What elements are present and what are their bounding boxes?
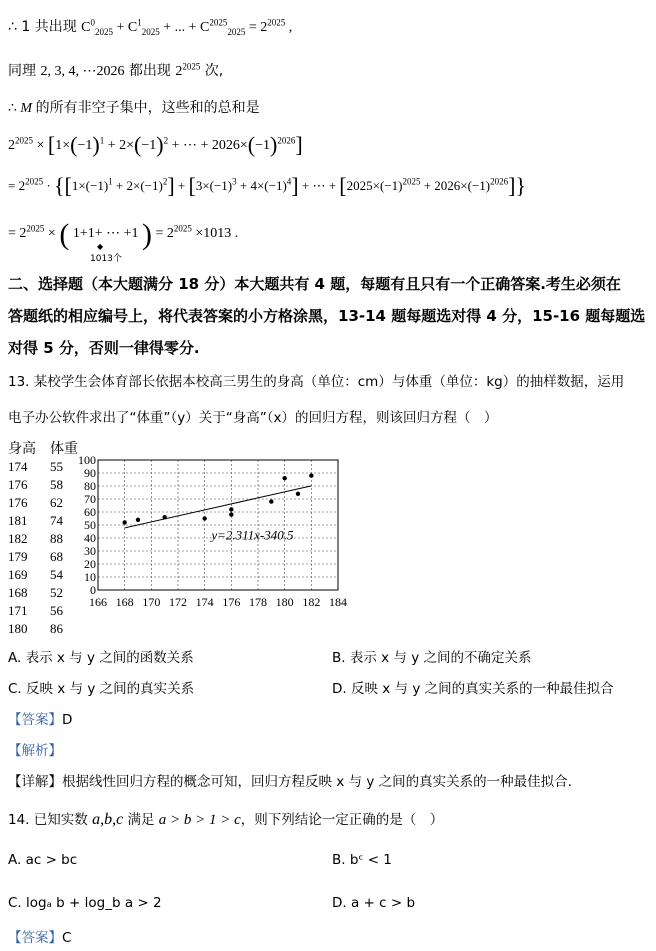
table-row (8, 602, 90, 620)
section2-heading-line2: 答题纸的相应编号上，将代表答案的小方格涂黑，13-14 题每题选对得 4 分，15-16 题每题选 (8, 307, 646, 325)
x-tick-label: 172 (169, 595, 187, 609)
solution-line-5: = $2^{2025} \cdot \{[1\times(-1)^1 + 2\times(-1)^2] + [3\times(-1)^3 + 4\times(-1)^4]$ + ⋯ + $[2025\times(-1)^{2025} + 2026\times(-1)^{2026}]$} (8, 173, 526, 198)
answer-value: D (62, 712, 73, 728)
y-tick-label: 30 (84, 544, 96, 558)
cell: 58 (50, 477, 63, 492)
detail-tag: 【详解】 (8, 774, 62, 790)
table-row (8, 494, 90, 512)
cell: 68 (50, 549, 63, 564)
solution-line-2: 同理 2, 3, 4, ⋯2026 都出现 $2^{2025}$ 次, (8, 61, 224, 79)
data-point (229, 512, 233, 516)
y-tick-label: 50 (84, 518, 96, 532)
q14-stem-mid: 满足 (127, 812, 155, 828)
answer-value: C (62, 930, 72, 946)
q13-answer (8, 710, 72, 730)
solution-line-4: $2^{2025} \times [1\times(-1)^1 + 2\times(-1)^2$ + ⋯ + $2026\times(-1)^{2026}$] (8, 132, 303, 157)
cell: 174 (8, 459, 28, 474)
y-tick-label: 40 (84, 531, 96, 545)
cell: 55 (50, 459, 63, 474)
regression-equation-label: y=2.311x-340.5 (211, 527, 294, 543)
q14-option-b[interactable]: B. bᶜ < 1 (332, 852, 392, 868)
table-row (8, 620, 90, 638)
header-weight: 体重 (50, 441, 78, 457)
q13-detail (8, 772, 572, 792)
table-row (8, 476, 90, 494)
q13-option-a[interactable]: A. 表示 x 与 y 之间的函数关系 (8, 650, 194, 666)
y-tick-label: 0 (90, 583, 96, 597)
q14-stem-vars: a,b,c (92, 811, 124, 828)
cell: 179 (8, 549, 28, 564)
q14-stem-prefix: 14. 已知实数 (8, 812, 88, 828)
q14-answer (8, 928, 71, 948)
x-tick-label: 176 (222, 595, 241, 609)
y-tick-label: 90 (84, 466, 96, 480)
q13-option-b[interactable]: B. 表示 x 与 y 之间的不确定关系 (332, 650, 532, 666)
table-row (8, 584, 90, 602)
brace-label: 1013个 (90, 254, 122, 264)
q13-option-c[interactable]: C. 反映 x 与 y 之间的真实关系 (8, 681, 195, 697)
x-tick-label: 174 (195, 595, 214, 609)
x-tick-label: 168 (115, 595, 134, 609)
solution-line-3: ∴ M 的所有非空子集中，这些和的总和是 (8, 100, 260, 116)
data-point (202, 516, 206, 520)
cell: 181 (8, 513, 28, 528)
q14-option-c[interactable]: C. logₐ b + log_b a > 2 (8, 895, 162, 911)
y-tick-label: 60 (84, 505, 96, 519)
cell: 74 (50, 513, 63, 528)
cell: 180 (8, 621, 28, 636)
cell: 169 (8, 567, 28, 582)
data-point (122, 520, 126, 524)
data-point (282, 476, 286, 480)
answer-tag: 【答案】 (8, 930, 62, 946)
x-tick-label: 180 (275, 595, 294, 609)
data-point (296, 492, 300, 496)
cell: 171 (8, 603, 28, 618)
underbrace-mark: ◆ (97, 242, 104, 251)
detail-text: 根据线性回归方程的概念可知，回归方程反映 x 与 y 之间的真实关系的一种最佳拟合. (62, 774, 572, 790)
data-point (269, 499, 273, 503)
solution-line-6: = $2^{2025}$ × ( 1+1+ ⋯ +1 ) = $2^{2025} \times 1013$ . (8, 218, 239, 251)
cell: 176 (8, 495, 28, 510)
x-tick-label: 170 (142, 595, 161, 609)
cell: 52 (50, 585, 63, 600)
cell: 168 (8, 585, 28, 600)
regression-line (125, 486, 312, 528)
q14-option-a[interactable]: A. ac > bc (8, 852, 78, 868)
x-tick-label: 166 (89, 595, 107, 609)
table-row (8, 548, 90, 566)
cell: 54 (50, 567, 63, 582)
header-height: 身高 (8, 441, 36, 457)
q14-option-d[interactable]: D. a + c > b (332, 895, 416, 911)
x-tick-label: 178 (249, 595, 267, 609)
scatter-chart (78, 452, 390, 617)
x-tick-label: 184 (329, 595, 347, 609)
q13-stem-line1: 13. 某校学生会体育部长依据本校高三男生的身高（单位：cm）与体重（单位：kg）的抽样数据，运用 (8, 374, 625, 390)
q13-analysis-tag: 【解析】 (8, 743, 62, 759)
cell: 176 (8, 477, 28, 492)
cell: 86 (50, 621, 63, 636)
line1-prefix: ∴ 1 共出现 (8, 19, 82, 35)
section2-heading-line3: 对得 5 分，否则一律得零分. (8, 339, 200, 357)
q13-option-d[interactable]: D. 反映 x 与 y 之间的真实关系的一种最佳拟合 (332, 681, 614, 697)
y-tick-label: 100 (78, 453, 96, 467)
data-point (309, 473, 313, 477)
section2-heading-line1: 二、选择题（本大题满分 18 分）本大题共有 4 题，每题有且只有一个正确答案.考生必须在 (8, 275, 621, 293)
q14-stem (8, 810, 443, 830)
cell: 182 (8, 531, 28, 546)
solution-line-1 (8, 17, 292, 38)
q13-stem-line2: 电子办公软件求出了“体重”（y）关于“身高”（x）的回归方程，则该回归方程（ ） (8, 410, 498, 426)
x-tick-label: 182 (302, 595, 321, 609)
table-row (8, 530, 90, 548)
y-tick-label: 20 (84, 557, 96, 571)
data-point (162, 515, 166, 519)
data-point (229, 507, 233, 511)
cell: 56 (50, 603, 63, 618)
cell: 88 (50, 531, 63, 546)
data-point (136, 518, 140, 522)
q14-stem-cond: a > b > 1 > c (158, 812, 241, 828)
y-tick-label: 80 (84, 479, 96, 493)
table-row (8, 512, 90, 530)
y-tick-label: 10 (84, 570, 96, 584)
table-row (8, 566, 90, 584)
q13-data-table (8, 440, 90, 638)
y-tick-label: 70 (84, 492, 96, 506)
cell: 62 (50, 495, 63, 510)
q14-stem-suffix: ，则下列结论一定正确的是（ ） (240, 812, 444, 828)
answer-tag: 【答案】 (8, 712, 62, 728)
line1-math: $C^0_{2025} + C^1_{2025}$ + ... + $C^{2025}_{2025} = 2^{2025}$ , (81, 17, 293, 37)
